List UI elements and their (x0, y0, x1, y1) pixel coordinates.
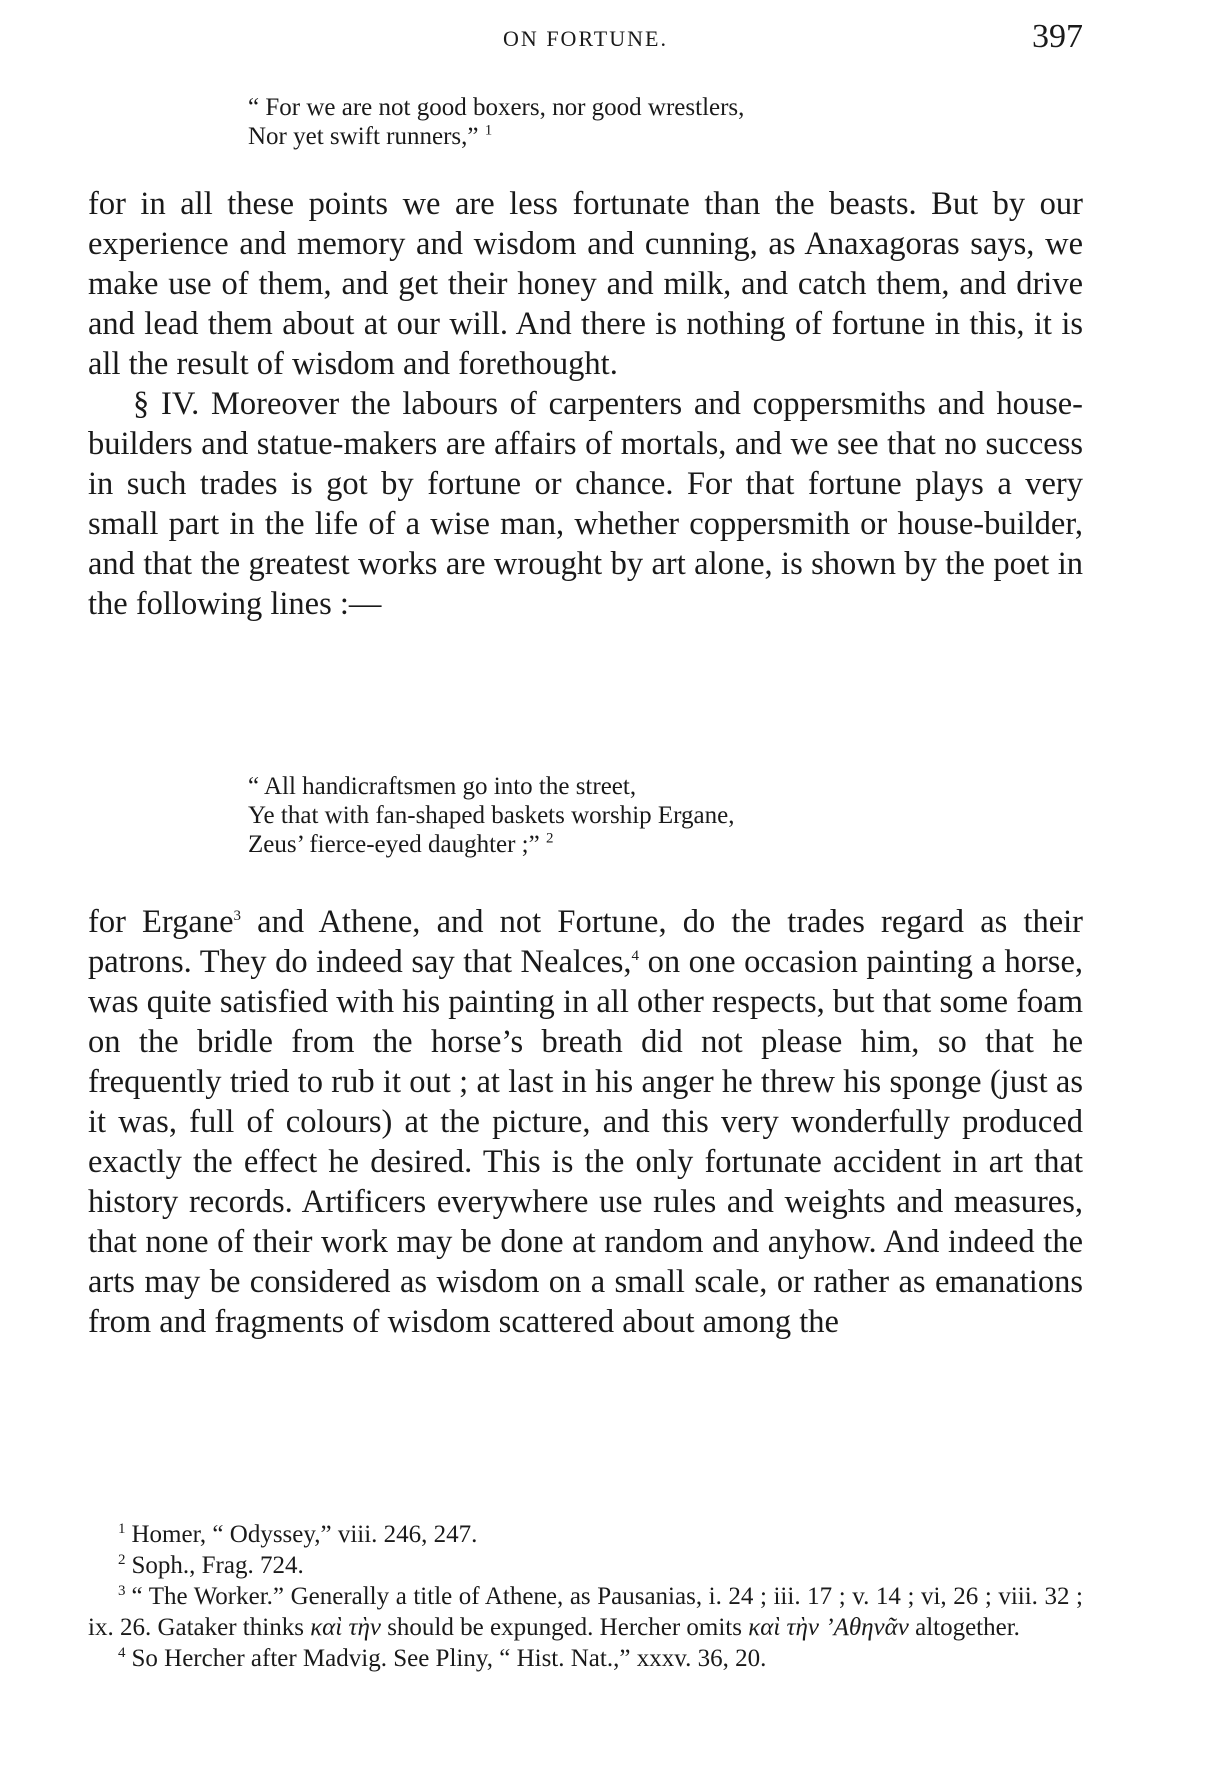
footnotes (88, 1519, 1083, 1674)
footnote-mark: 4 (118, 1644, 126, 1661)
footnote-text: Soph., Frag. 724. (131, 1552, 304, 1579)
footnote-mark: 3 (118, 1582, 126, 1599)
verse-line: “ For we are not good boxers, nor good wrestlers, (248, 94, 745, 121)
paragraph-text: and Athene, and not Fortune, do the trades regard as their patrons. They do indeed say that Nealces, (88, 904, 1083, 980)
greek-phrase: καὶ τὴν ’Αθηνᾶν (748, 1614, 909, 1641)
paragraph (88, 902, 1083, 1342)
verse-line-text: Zeus’ fierce-eyed daughter ;” (248, 831, 540, 858)
footnote-mark: 2 (118, 1551, 126, 1568)
running-title: ON FORTUNE. (503, 26, 668, 51)
paragraph-text: on one occasion painting a horse, was quite satisfied with his painting in all other respects, but that some foam on the bridle from the horse’s breath did not please him, so that he frequently tried to rub it out ; at last in his anger he threw his sponge (just as it was, full of colours) at the picture, and this very wonderfully produced exactly the effect he desired. This is the only fortunate accident in art that history records. Artificers everywhere use rules and weights and measures, that none of their work may be done at random and anyhow. And indeed the arts may be considered as wisdom on a small scale, or rather as emanations from and fragments of wisdom scattered about among the (88, 944, 1083, 1340)
footnote-4 (88, 1643, 1083, 1674)
verse-quotation-2 (248, 772, 735, 859)
verse-line: Ye that with fan-shaped baskets worship Ergane, (248, 802, 735, 829)
footnote-text: Homer, “ Odyssey,” viii. 246, 247. (131, 1521, 478, 1548)
footnote-text: altogether. (908, 1614, 1020, 1641)
paragraph-text: for Ergane (88, 904, 234, 940)
footnote-2 (88, 1550, 1083, 1581)
footnote-mark: 1 (118, 1520, 126, 1537)
body-text-2 (88, 902, 1083, 1342)
greek-phrase: καὶ τὴν (310, 1614, 381, 1641)
footnote-1 (88, 1519, 1083, 1550)
footnote-ref: 4 (631, 948, 640, 965)
verse-line: “ All handicraftsmen go into the street, (248, 773, 637, 800)
verse-quotation-1 (248, 93, 744, 151)
paragraph: for in all these points we are less fortunate than the beasts. But by our experience and memory and wisdom and cunning, as Anaxagoras says, we make use of them, and get their honey and milk, and catch them, and drive and lead them about at our will. And there is nothing of fortune in this, it is all the result of wisdom and forethought. (88, 186, 1083, 382)
footnote-ref: 3 (233, 908, 241, 925)
verse-line-text: Nor yet swift runners,” (248, 123, 479, 150)
running-head (88, 18, 1083, 58)
body-text-1 (88, 184, 1083, 624)
verse-line (248, 830, 735, 859)
footnote-text: “ The Worker.” Generally a title of Athene, as Pausanias, i. 24 ; iii. 17 ; v. 14 ; vi, 26 ; viii. 32 ; ix. 26. Gataker thinks (88, 1583, 1083, 1641)
section-mark: § IV. (133, 386, 200, 422)
page-number: 397 (1032, 18, 1083, 55)
paragraph-section-iv (88, 384, 1083, 624)
footnote-ref: 1 (484, 122, 493, 139)
paragraph-text: Moreover the labours of carpenters and coppersmiths and house-builders and statue-makers are affairs of mortals, and we see that no success in such trades is got by fortune or chance. For that fortune plays a very small part in the life of a wise man, whether coppersmith or house-builder, and that the greatest works are wrought by art alone, is shown by the poet in the following lines :— (88, 386, 1084, 622)
footnote-3 (88, 1581, 1083, 1643)
footnote-ref: 2 (545, 830, 554, 847)
footnote-text: should be expunged. Hercher omits (380, 1614, 749, 1641)
verse-line (248, 122, 744, 151)
footnote-text: So Hercher after Madvig. See Pliny, “ Hist. Nat.,” xxxv. 36, 20. (131, 1645, 767, 1672)
